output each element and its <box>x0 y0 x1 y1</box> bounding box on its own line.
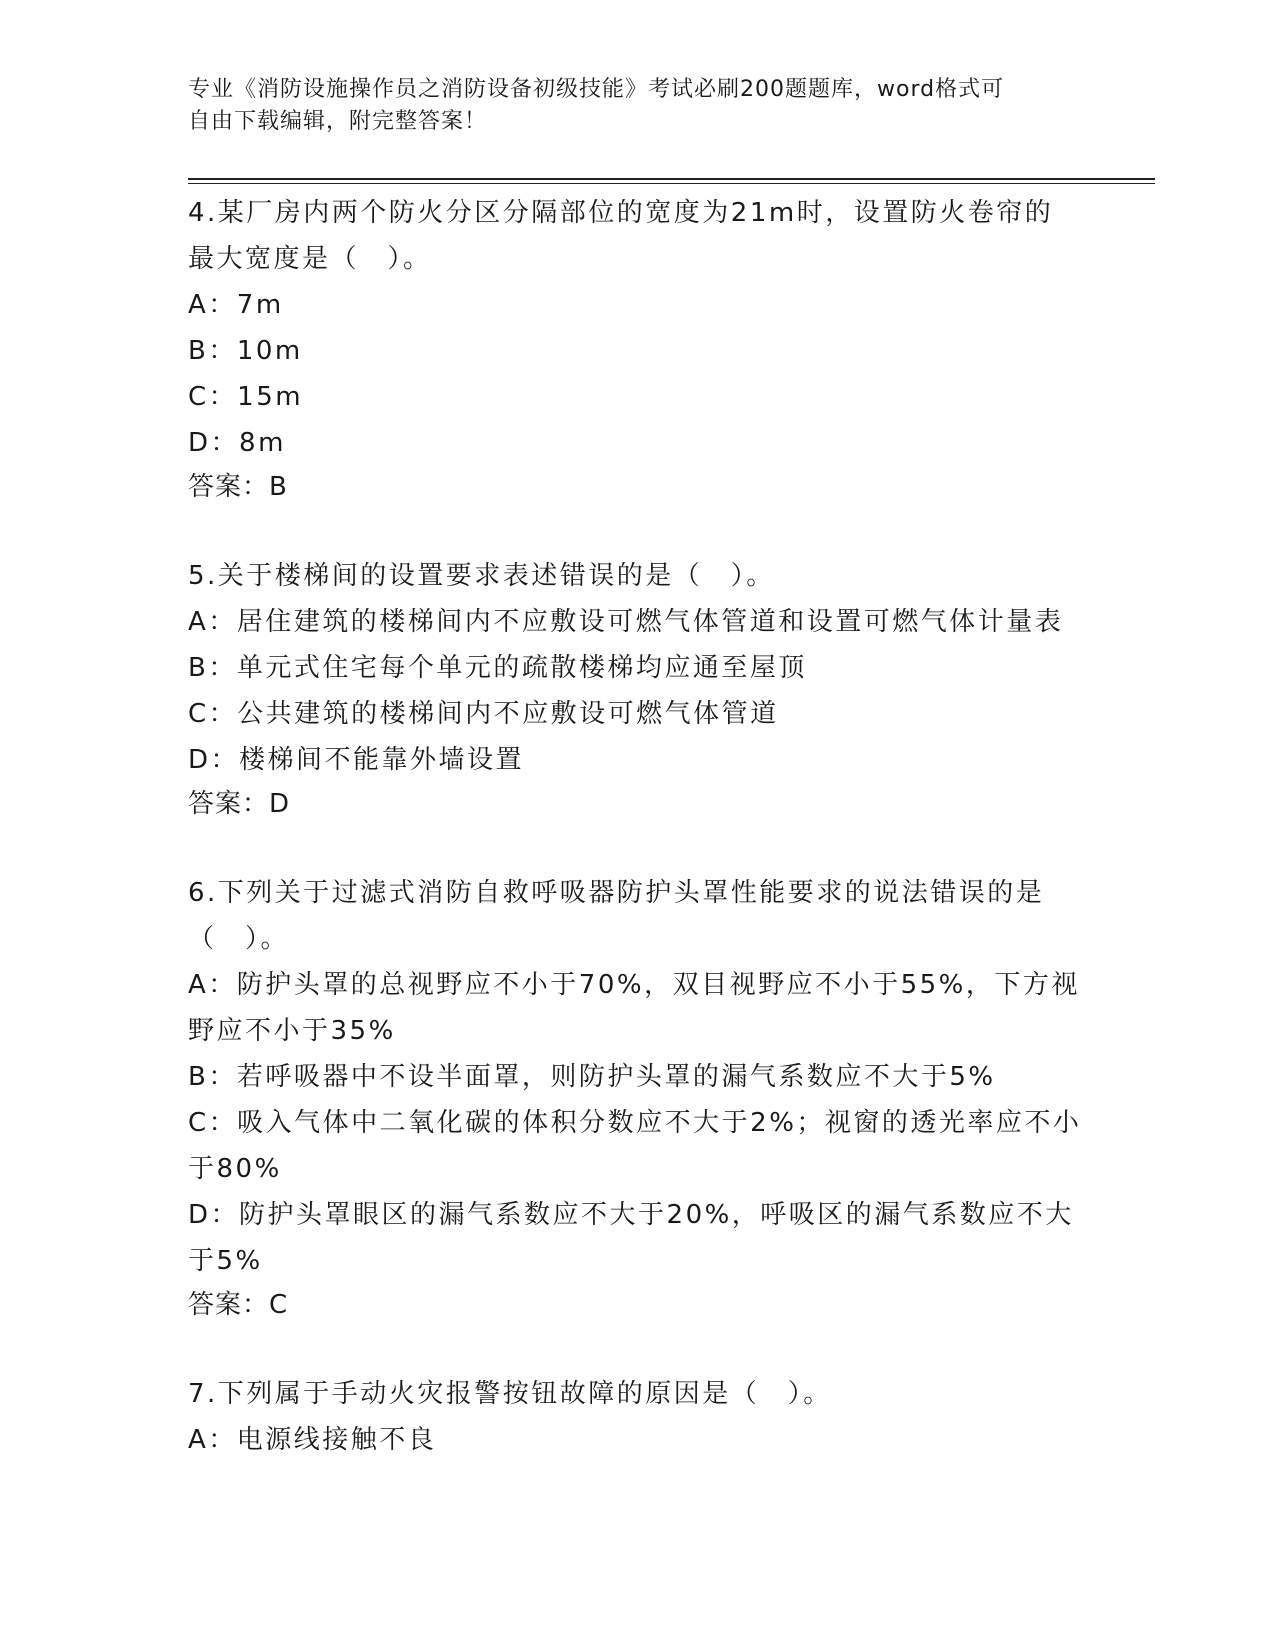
question-item <box>188 190 1088 508</box>
answer-option: D：8m <box>188 428 286 458</box>
question-spacer <box>188 1326 1088 1371</box>
question-stem-line: 7.下列属于手动火灾报警按钮故障的原因是（ ）。 <box>188 1379 832 1409</box>
answer-key: 答案：C <box>188 1290 289 1320</box>
answer-option: 野应不小于35% <box>188 1016 396 1046</box>
answer-option: A：7m <box>188 290 284 320</box>
answer-option: C：吸入气体中二氧化碳的体积分数应不大于2%；视窗的透光率应不小 <box>188 1108 1082 1138</box>
question-stem-line: 4.某厂房内两个防火分区分隔部位的宽度为21m时，设置防火卷帘的 <box>188 198 1054 228</box>
header-line-1: 专业《消防设施操作员之消防设备初级技能》考试必刷200题题库，word格式可 <box>188 77 1005 102</box>
question-spacer <box>188 825 1088 870</box>
answer-option: 于80% <box>188 1154 282 1184</box>
document-header <box>188 74 1088 138</box>
question-stem-line: 5.关于楼梯间的设置要求表述错误的是（ ）。 <box>188 561 775 591</box>
question-item <box>188 870 1088 1326</box>
answer-option: B：若呼吸器中不设半面罩，则防护头罩的漏气系数应不大于5% <box>188 1062 996 1092</box>
question-list <box>188 190 1088 1463</box>
answer-option: D：防护头罩眼区的漏气系数应不大于20%，呼吸区的漏气系数应不大 <box>188 1200 1074 1230</box>
answer-option: 于5% <box>188 1246 263 1276</box>
answer-option: A：防护头罩的总视野应不小于70%，双目视野应不小于55%，下方视 <box>188 970 1080 1000</box>
answer-option: B：单元式住宅每个单元的疏散楼梯均应通至屋顶 <box>188 653 807 683</box>
answer-option: C：公共建筑的楼梯间内不应敷设可燃气体管道 <box>188 699 779 729</box>
answer-option: D：楼梯间不能靠外墙设置 <box>188 745 525 775</box>
answer-key: 答案：B <box>188 472 288 502</box>
answer-key: 答案：D <box>188 789 291 819</box>
answer-option: A：居住建筑的楼梯间内不应敷设可燃气体管道和设置可燃气体计量表 <box>188 607 1064 637</box>
answer-option: A：电源线接触不良 <box>188 1425 437 1455</box>
question-item <box>188 1371 1088 1463</box>
question-stem-line: 6.下列关于过滤式消防自救呼吸器防护头罩性能要求的说法错误的是 <box>188 878 1045 908</box>
question-stem-line: （ ）。 <box>188 924 290 954</box>
question-stem-line: 最大宽度是（ ）。 <box>188 244 432 274</box>
question-spacer <box>188 508 1088 553</box>
header-line-2: 自由下载编辑，附完整答案！ <box>188 109 488 134</box>
header-divider-thin <box>188 183 1155 184</box>
answer-option: B：10m <box>188 336 303 366</box>
header-divider-thick <box>188 178 1155 180</box>
answer-option: C：15m <box>188 382 304 412</box>
question-item <box>188 553 1088 825</box>
